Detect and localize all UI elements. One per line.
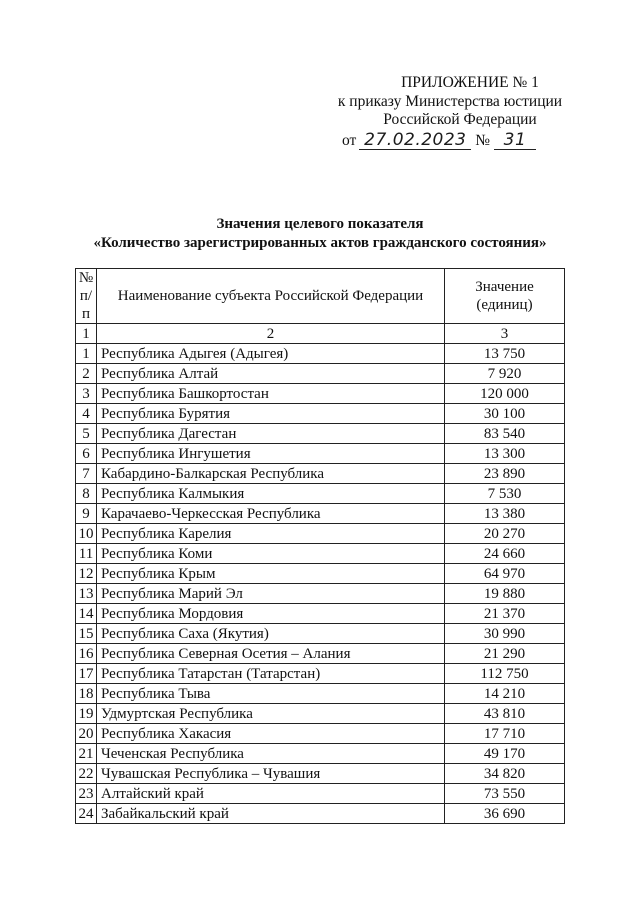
table-row [76,384,565,404]
row-subject-name: Карачаево-Черкесская Республика [97,504,445,524]
row-subject-name: Республика Адыгея (Адыгея) [97,344,445,364]
table-row [76,544,565,564]
row-number: 15 [76,624,97,644]
handwritten-number: 31 [494,132,536,150]
number-sign: № [475,132,490,149]
appendix-order-line: к приказу Министерства юстиции [337,92,563,110]
table-row [76,724,565,744]
row-value: 21 290 [445,644,565,664]
handwritten-date: 27.02.2023 [359,132,471,150]
table-row [76,704,565,724]
row-number: 17 [76,664,97,684]
row-subject-name: Алтайский край [97,784,445,804]
appendix-header [300,74,600,150]
row-subject-name: Республика Калмыкия [97,484,445,504]
row-value: 17 710 [445,724,565,744]
row-value: 43 810 [445,704,565,724]
row-subject-name: Республика Бурятия [97,404,445,424]
row-subject-name: Кабардино-Балкарская Республика [97,464,445,484]
table-row [76,744,565,764]
row-value: 19 880 [445,584,565,604]
row-subject-name: Забайкальский край [97,804,445,824]
table-row [76,464,565,484]
table-body [76,344,565,824]
row-number: 23 [76,784,97,804]
row-subject-name: Республика Марий Эл [97,584,445,604]
row-value: 23 890 [445,464,565,484]
row-subject-name: Чувашская Республика – Чувашия [97,764,445,784]
table-header-row [76,269,565,324]
row-value: 64 970 [445,564,565,584]
table-row [76,684,565,704]
row-subject-name: Республика Татарстан (Татарстан) [97,664,445,684]
indicator-table [75,268,565,824]
document-title [0,215,640,253]
table-row [76,564,565,584]
table-row [76,604,565,624]
row-value: 24 660 [445,544,565,564]
row-value: 7 530 [445,484,565,504]
row-value: 34 820 [445,764,565,784]
row-value: 7 920 [445,364,565,384]
row-subject-name: Республика Хакасия [97,724,445,744]
table-row [76,624,565,644]
column-number: 3 [445,324,565,344]
row-number: 11 [76,544,97,564]
row-subject-name: Республика Коми [97,544,445,564]
row-subject-name: Республика Алтай [97,364,445,384]
row-value: 30 100 [445,404,565,424]
row-value: 112 750 [445,664,565,684]
header-name: Наименование субъекта Российской Федерации [97,269,445,324]
row-number: 6 [76,444,97,464]
row-number: 16 [76,644,97,664]
table-row [76,404,565,424]
row-subject-name: Республика Крым [97,564,445,584]
table-row [76,424,565,444]
appendix-ministry-line: Российской Федерации [383,111,537,128]
row-number: 20 [76,724,97,744]
table-row [76,484,565,504]
header-value: Значение (единиц) [445,269,565,324]
row-value: 36 690 [445,804,565,824]
row-number: 5 [76,424,97,444]
row-subject-name: Республика Ингушетия [97,444,445,464]
row-number: 9 [76,504,97,524]
row-subject-name: Республика Тыва [97,684,445,704]
column-number-row [76,324,565,344]
row-number: 21 [76,744,97,764]
row-value: 13 380 [445,504,565,524]
table-row [76,444,565,464]
row-subject-name: Чеченская Республика [97,744,445,764]
header-num: № п/п [76,269,97,324]
row-subject-name: Республика Саха (Якутия) [97,624,445,644]
appendix-title: ПРИЛОЖЕНИЕ № 1 [401,74,539,91]
row-value: 21 370 [445,604,565,624]
table-row [76,364,565,384]
row-number: 19 [76,704,97,724]
title-line-2: «Количество зарегистрированных актов гражданского состояния» [93,235,547,251]
column-number: 2 [97,324,445,344]
row-value: 49 170 [445,744,565,764]
row-number: 14 [76,604,97,624]
table-row [76,664,565,684]
row-subject-name: Республика Башкортостан [97,384,445,404]
row-subject-name: Республика Дагестан [97,424,445,444]
row-number: 18 [76,684,97,704]
table-row [76,344,565,364]
row-number: 7 [76,464,97,484]
row-value: 20 270 [445,524,565,544]
row-number: 12 [76,564,97,584]
row-value: 30 990 [445,624,565,644]
row-number: 3 [76,384,97,404]
row-number: 1 [76,344,97,364]
row-value: 13 750 [445,344,565,364]
row-value: 83 540 [445,424,565,444]
row-value: 73 550 [445,784,565,804]
row-number: 22 [76,764,97,784]
row-value: 120 000 [445,384,565,404]
title-line-1: Значения целевого показателя [216,216,424,232]
table-row [76,784,565,804]
date-prefix: от [342,132,357,149]
row-number: 24 [76,804,97,824]
table-row [76,584,565,604]
row-subject-name: Республика Северная Осетия – Алания [97,644,445,664]
row-number: 13 [76,584,97,604]
column-number: 1 [76,324,97,344]
row-number: 4 [76,404,97,424]
table-row [76,504,565,524]
row-subject-name: Удмуртская Республика [97,704,445,724]
row-value: 14 210 [445,684,565,704]
table-row [76,764,565,784]
row-subject-name: Республика Карелия [97,524,445,544]
row-number: 8 [76,484,97,504]
table-row [76,644,565,664]
row-number: 10 [76,524,97,544]
row-value: 13 300 [445,444,565,464]
row-number: 2 [76,364,97,384]
appendix-date-line [342,132,536,151]
table-row [76,804,565,824]
table-row [76,524,565,544]
row-subject-name: Республика Мордовия [97,604,445,624]
